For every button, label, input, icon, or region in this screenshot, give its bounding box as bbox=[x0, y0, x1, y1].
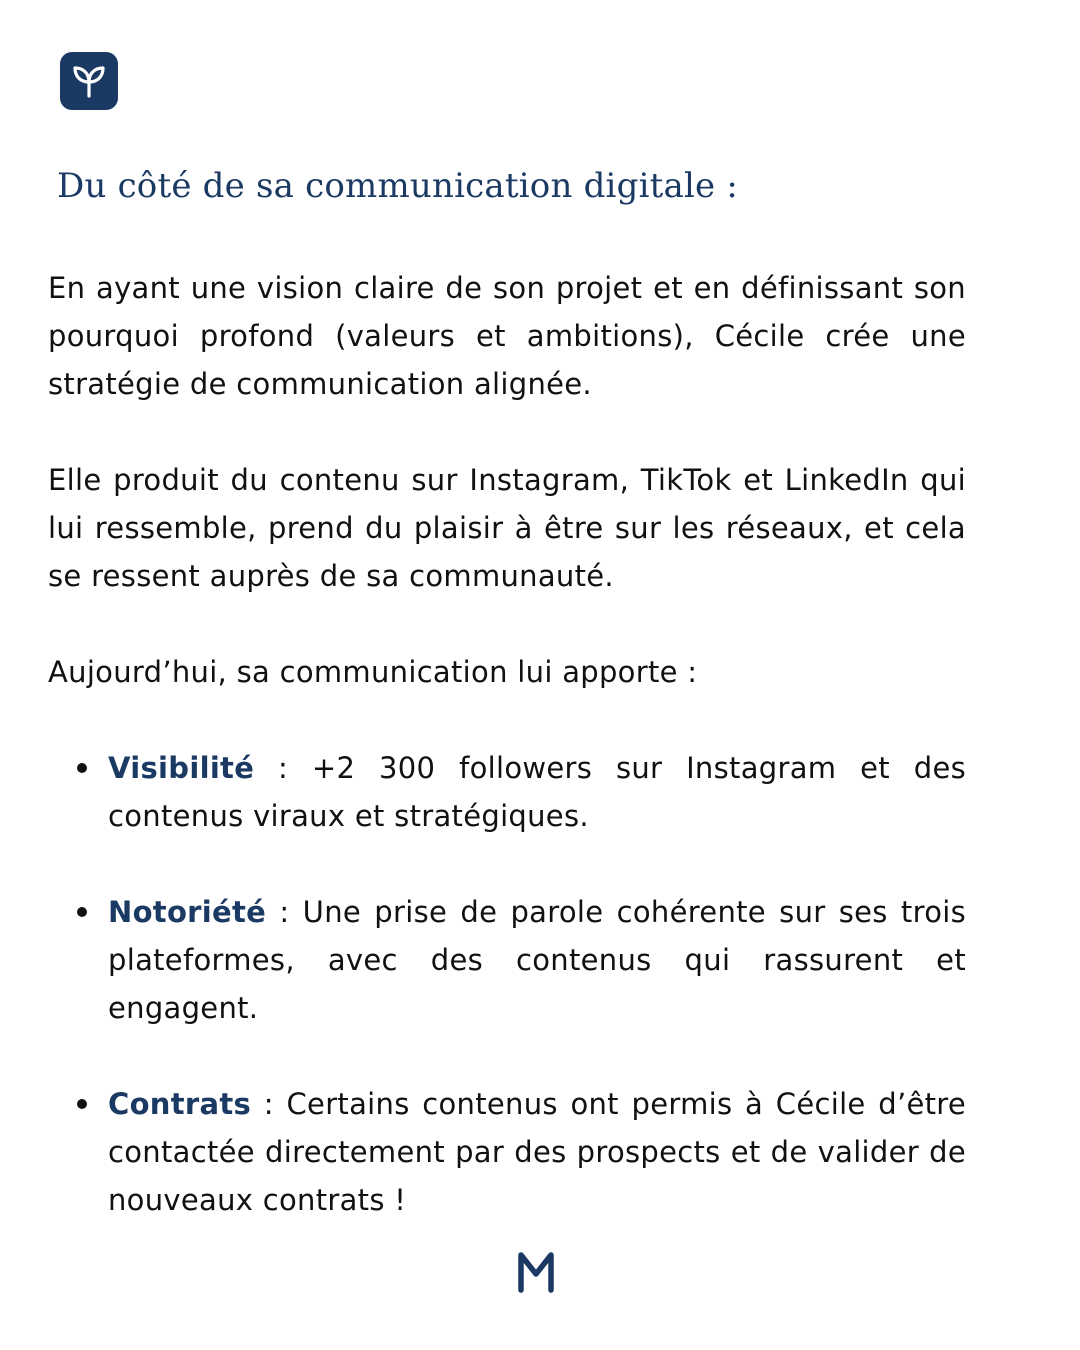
list-item-contrats bbox=[48, 1080, 966, 1224]
benefits-intro: Aujourd’hui, sa communication lui apporte : bbox=[48, 655, 698, 689]
bullet-term: Contrats bbox=[108, 1087, 252, 1121]
bullet-term: Notoriété bbox=[108, 895, 267, 929]
bullet-icon bbox=[77, 1099, 87, 1109]
benefits-list bbox=[48, 744, 966, 1224]
bullet-icon bbox=[77, 763, 87, 773]
sprout-icon bbox=[60, 52, 118, 110]
page-title: Du côté de sa communication digitale : bbox=[57, 166, 739, 206]
main-content bbox=[48, 264, 966, 1224]
m-logo-icon bbox=[516, 1250, 556, 1294]
list-item-visibilite bbox=[48, 744, 966, 840]
bullet-text: : +2 300 followers sur Instagram et des contenus viraux et stratégiques. bbox=[108, 751, 966, 833]
bullet-term: Visibilité bbox=[108, 751, 255, 785]
content-paragraph: Elle produit du contenu sur Instagram, TikTok et LinkedIn qui lui ressemble, prend du plaisir à être sur les réseaux, et cela se ressent auprès de sa communauté. bbox=[48, 463, 966, 593]
list-item-notoriete bbox=[48, 888, 966, 1032]
bullet-text: : Une prise de parole cohérente sur ses trois plateformes, avec des contenus qui rassurent et engagent. bbox=[108, 895, 966, 1025]
bullet-text: : Certains contenus ont permis à Cécile d’être contactée directement par des prospects et de valider de nouveaux contrats ! bbox=[108, 1087, 966, 1217]
bullet-icon bbox=[77, 907, 87, 917]
intro-paragraph: En ayant une vision claire de son projet et en définissant son pourquoi profond (valeurs et ambitions), Cécile crée une stratégie de communication alignée. bbox=[48, 271, 966, 401]
